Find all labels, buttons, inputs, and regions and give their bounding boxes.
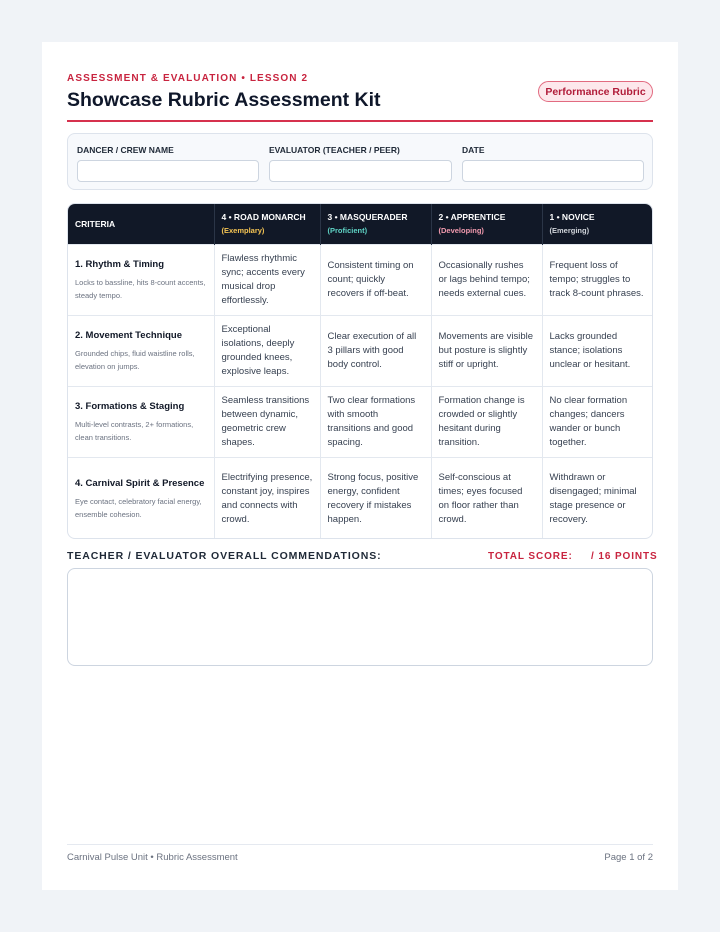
level-subtitle: (Proficient) [327, 226, 368, 236]
level-subtitle: (Exemplary) [221, 226, 265, 236]
level-title: 2 • APPRENTICE [438, 212, 506, 223]
level-cell: Two clear formations with smooth transitions and good spacing. [320, 386, 431, 457]
level-cell: Flawless rhythmic sync; accents every musical drop effortlessly. [214, 244, 320, 315]
dancer-name-input[interactable] [77, 160, 259, 182]
level-title: 4 • ROAD MONARCH [221, 212, 306, 223]
total-score-points: / 16 POINTS [591, 551, 658, 562]
level-cell: Clear execution of all 3 pillars with good body control. [320, 315, 431, 386]
dancer-name-label: DANCER / CREW NAME [77, 145, 174, 155]
commendations-textarea[interactable] [67, 568, 653, 666]
level-subtitle: (Developing) [438, 226, 484, 236]
level-cell: Movements are visible but posture is slightly stiff or upright. [431, 315, 542, 386]
criteria-cell [68, 386, 214, 457]
total-score-label: TOTAL SCORE: [488, 551, 573, 562]
criteria-name: 3. Formations & Staging [75, 400, 185, 412]
criteria-description: Multi-level contrasts, 2+ formations, clean transitions. [75, 419, 194, 442]
title-divider [67, 120, 653, 122]
page-title: Showcase Rubric Assessment Kit [67, 89, 381, 111]
criteria-name: 2. Movement Technique [75, 329, 182, 341]
level-cell: Strong focus, positive energy, confident recovery if mistakes happen. [320, 457, 431, 539]
footer-unit-label: Carnival Pulse Unit • Rubric Assessment [67, 852, 238, 863]
level-header-3 [320, 204, 431, 244]
level-subtitle: (Emerging) [549, 226, 590, 236]
info-panel [67, 133, 653, 190]
level-cell: Formation change is crowded or slightly hesitant during transition. [431, 386, 542, 457]
rubric-table [68, 204, 653, 539]
criteria-cell [68, 315, 214, 386]
criteria-description: Eye contact, celebratory facial energy, ensemble cohesion. [75, 496, 202, 519]
level-cell: No clear formation changes; dancers wander or bunch together. [542, 386, 653, 457]
rubric-page [42, 42, 678, 890]
rubric-row-technique [68, 315, 653, 386]
criteria-description: Locks to bassline, hits 8-count accents, steady tempo. [75, 277, 206, 300]
evaluator-input[interactable] [269, 160, 452, 182]
level-cell: Seamless transitions between dynamic, geometric crew shapes. [214, 386, 320, 457]
criteria-name: 4. Carnival Spirit & Presence [75, 477, 205, 489]
rubric-header-row [68, 204, 653, 244]
criteria-description: Grounded chips, fluid waistline rolls, elevation on jumps. [75, 348, 195, 371]
criteria-cell [68, 457, 214, 539]
rubric-row-formations [68, 386, 653, 457]
level-title: 3 • MASQUERADER [327, 212, 408, 223]
level-cell: Frequent loss of tempo; struggles to track 8-count phrases. [542, 244, 653, 315]
level-cell: Self-conscious at times; eyes focused on floor rather than crowd. [431, 457, 542, 539]
level-header-4 [214, 204, 320, 244]
criteria-name: 1. Rhythm & Timing [75, 258, 165, 270]
criteria-cell [68, 244, 214, 315]
level-header-2 [431, 204, 542, 244]
page-number: Page 1 of 2 [604, 852, 653, 863]
rubric-row-rhythm [68, 244, 653, 315]
level-cell: Occasionally rushes or lags behind tempo; needs external cues. [431, 244, 542, 315]
rubric-table-wrapper [67, 203, 653, 539]
level-cell: Consistent timing on count; quickly recovers if off-beat. [320, 244, 431, 315]
level-cell: Exceptional isolations, deeply grounded knees, explosive leaps. [214, 315, 320, 386]
level-cell: Withdrawn or disengaged; minimal stage presence or recovery. [542, 457, 653, 539]
level-cell: Electrifying presence, constant joy, inspires and connects with crowd. [214, 457, 320, 539]
criteria-header: CRITERIA [68, 204, 214, 244]
rubric-row-spirit [68, 457, 653, 539]
eyebrow-label: ASSESSMENT & EVALUATION • LESSON 2 [67, 73, 309, 84]
date-label: DATE [462, 145, 485, 155]
level-header-1 [542, 204, 653, 244]
commendations-label: TEACHER / EVALUATOR OVERALL COMMENDATIONS: [67, 550, 382, 562]
rubric-badge: Performance Rubric [538, 81, 653, 102]
level-cell: Lacks grounded stance; isolations unclear or hesitant. [542, 315, 653, 386]
footer-divider [67, 844, 653, 845]
evaluator-label: EVALUATOR (TEACHER / PEER) [269, 145, 400, 155]
date-input[interactable] [462, 160, 644, 182]
level-title: 1 • NOVICE [549, 212, 595, 223]
